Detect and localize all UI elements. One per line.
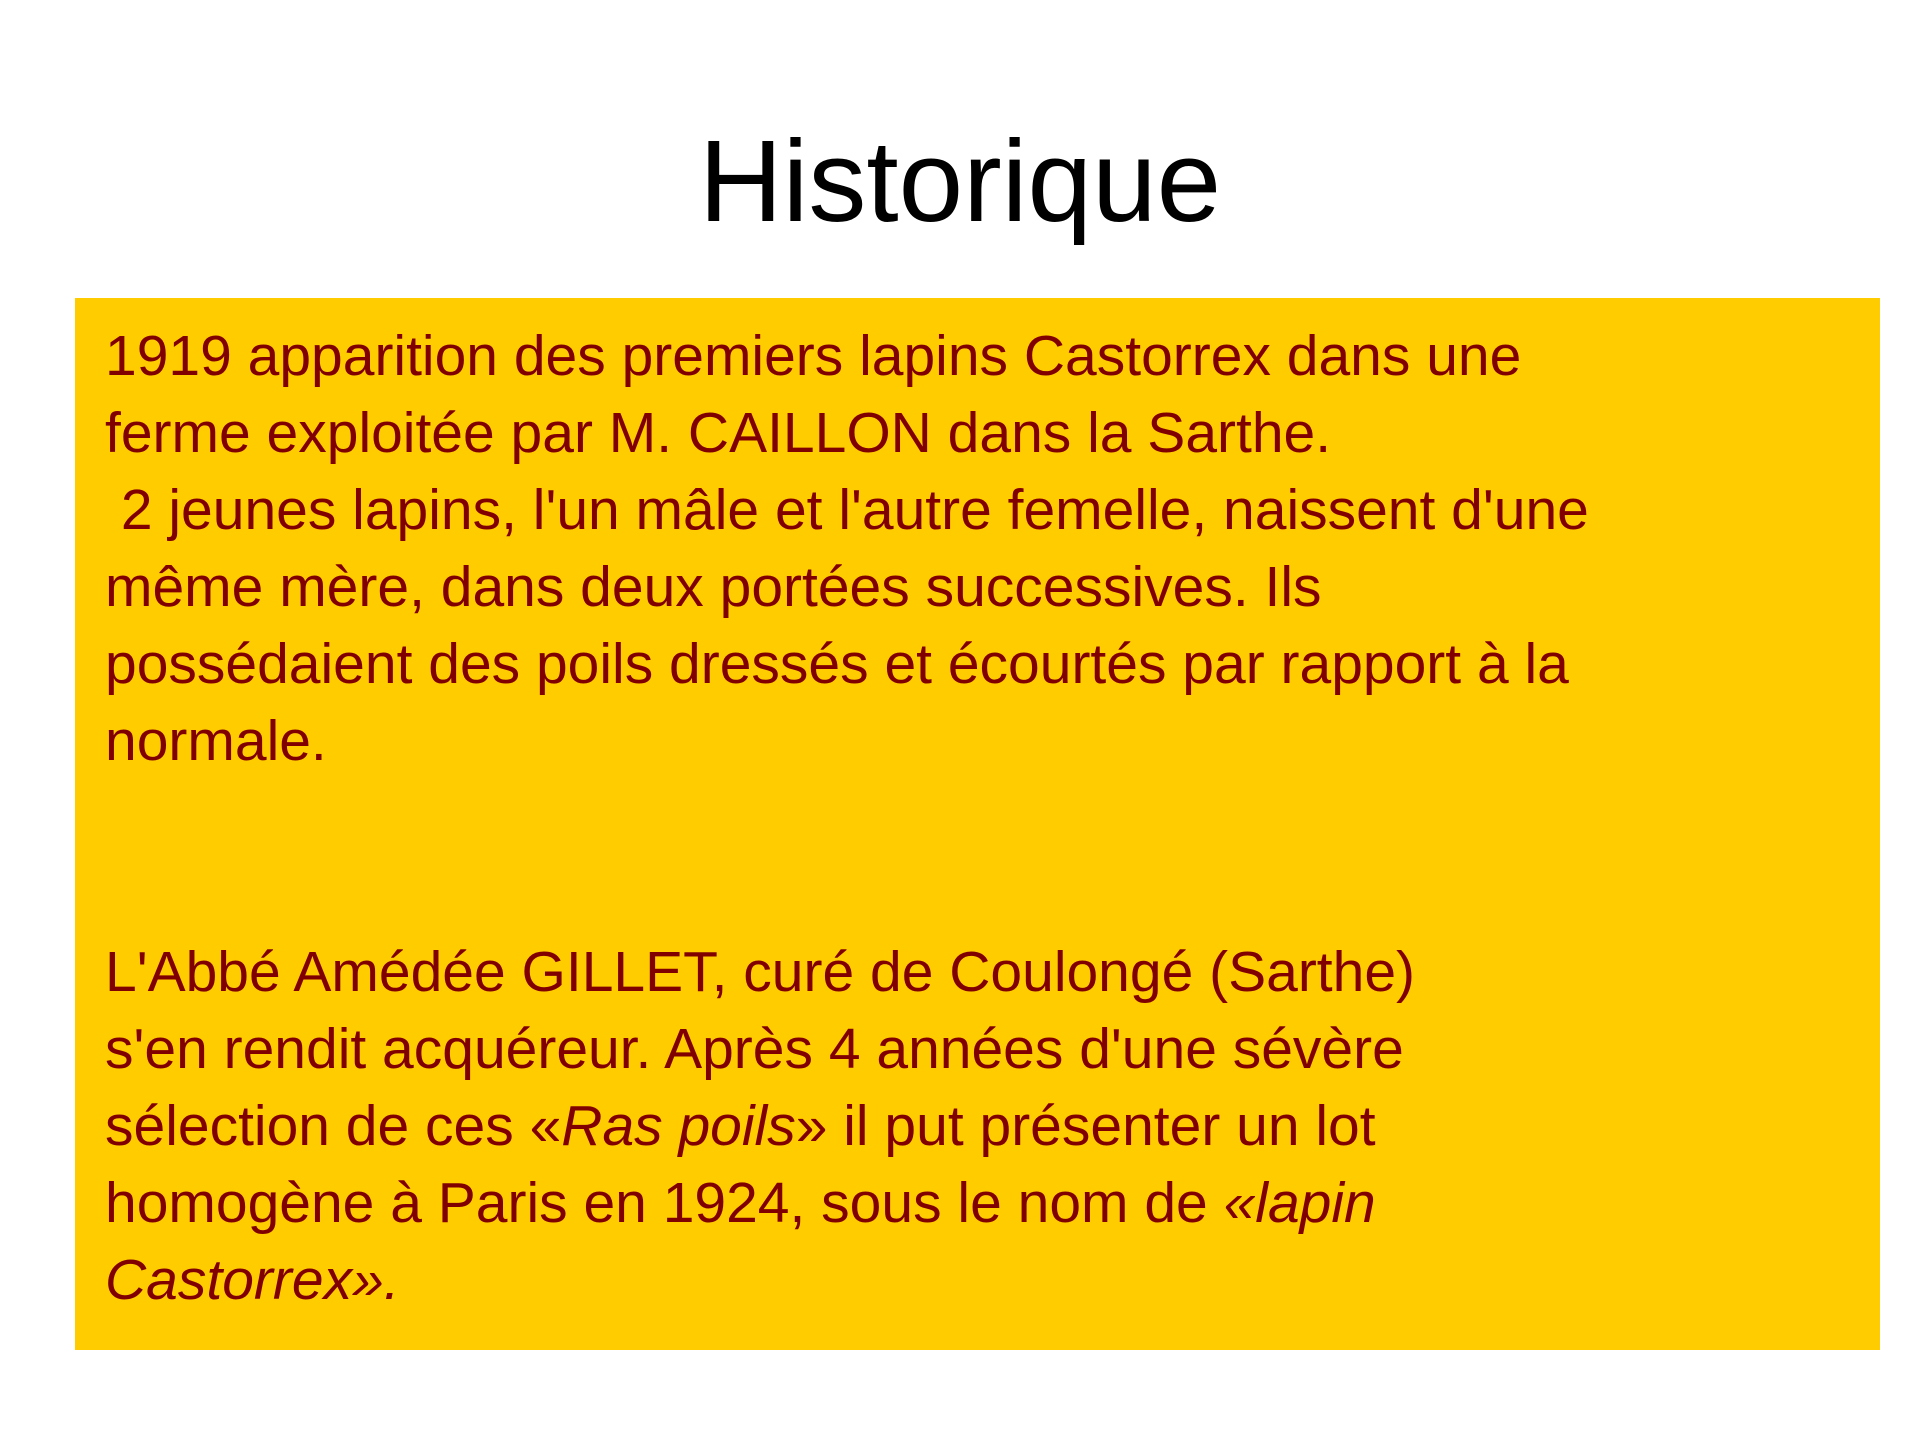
- italic-term: Ras poils: [561, 1094, 796, 1158]
- text-line: possédaient des poils dressés et écourtés par rapport à la: [105, 632, 1569, 696]
- text-line: [105, 1088, 1850, 1165]
- text-segment: » il put présenter un lot: [795, 1094, 1376, 1158]
- text-line: ferme exploitée par M. CAILLON dans la Sarthe.: [105, 401, 1332, 465]
- italic-term: «lapin: [1223, 1171, 1376, 1235]
- text-line: L'Abbé Amédée GILLET, curé de Coulongé (Sarthe): [105, 940, 1416, 1004]
- paragraph-1919: [105, 318, 1850, 780]
- slide-title: Historique: [698, 116, 1222, 246]
- text-segment: homogène à Paris en 1924, sous le nom de: [105, 1171, 1224, 1235]
- text-line: même mère, dans deux portées successives. Ils: [105, 555, 1322, 619]
- text-line: s'en rendit acquéreur. Après 4 années d'une sévère: [105, 1017, 1404, 1081]
- text-segment: sélection de ces «: [105, 1094, 562, 1158]
- text-line: [105, 1165, 1850, 1242]
- text-line: 2 jeunes lapins, l'un mâle et l'autre femelle, naissent d'une: [105, 478, 1589, 542]
- content-box: [75, 298, 1880, 1350]
- paragraph-abbe-gillet: [105, 934, 1850, 1319]
- text-line: 1919 apparition des premiers lapins Castorrex dans une: [105, 324, 1522, 388]
- text-line: normale.: [105, 709, 327, 773]
- italic-term: Castorrex».: [105, 1248, 400, 1312]
